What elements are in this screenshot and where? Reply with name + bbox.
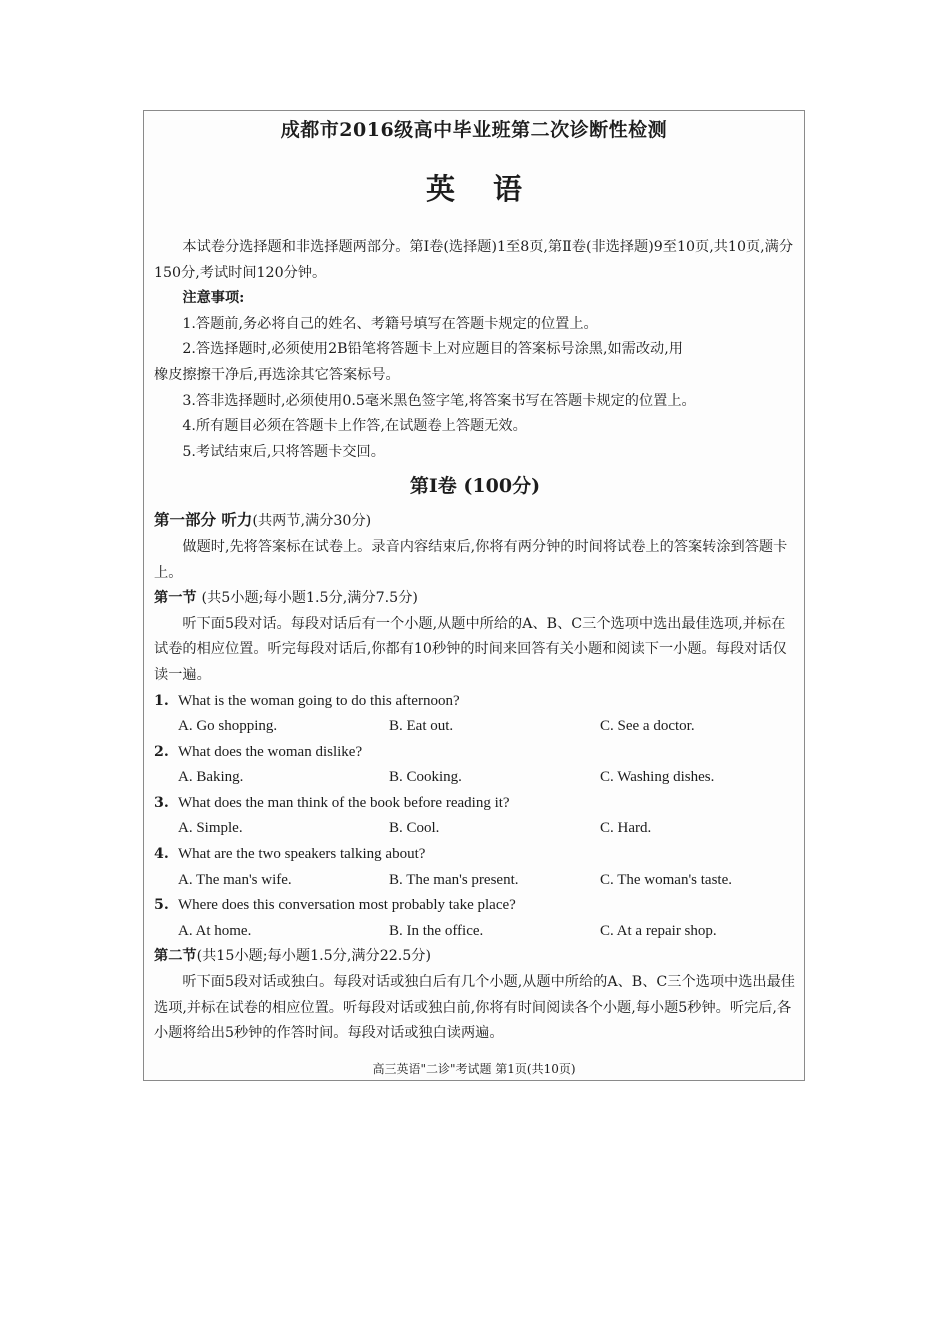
question-list [154, 689, 796, 945]
question-number: 5. [154, 897, 169, 914]
note-item-continued: 橡皮擦擦干净后,再选涂其它答案标号。 [154, 366, 400, 383]
option-a: A. The man's wife. [178, 871, 292, 888]
subject-title: 英语 [425, 172, 560, 206]
option-a: A. Baking. [178, 769, 244, 786]
note-item: 2.答选择题时,必须使用2B铅笔将答题卡上对应题目的答案标号涂黑,如需改动,用 [182, 341, 683, 358]
question-text: What does the woman dislike? [178, 743, 363, 760]
option-b: B. The man's present. [389, 871, 519, 888]
question-stem [154, 842, 796, 868]
option-c: C. The woman's taste. [600, 871, 732, 888]
question-text: Where does this conversation most probably take place? [178, 897, 516, 914]
question-options [154, 868, 796, 894]
section2-subtitle: (共15小题;每小题1.5分,满分22.5分) [196, 948, 432, 965]
section1-subtitle: (共5小题;每小题1.5分,满分7.5分) [201, 590, 418, 607]
question-number: 4. [154, 846, 169, 863]
intro-paragraph: 本试卷分选择题和非选择题两部分。第Ⅰ卷(选择题)1至8页,第Ⅱ卷(非选择题)9至10页,共10页,满分150分,考试时间120分钟。 [154, 239, 794, 281]
section2-title: 第二节 [154, 948, 197, 965]
volume-heading: 第Ⅰ卷 (100分) [409, 475, 541, 498]
section2-instruction: 听下面5段对话或独白。每段对话或独白后有几个小题,从题中所给的A、B、C三个选项中选出最佳选项,并标在试卷的相应位置。听每段对话或独白前,你将有时间阅读各个小题,每小题5秒钟。听完后,各小题将给出5秒钟的作答时间。每段对话或独白读两遍。 [154, 974, 795, 1042]
exam-title: 成都市2016级高中毕业班第二次诊断性检测 [280, 119, 668, 141]
question-text: What are the two speakers talking about? [178, 846, 426, 863]
question-options [154, 714, 796, 740]
question-options [154, 816, 796, 842]
part1-heading [154, 507, 796, 535]
question-stem [154, 689, 796, 715]
note-item: 5.考试结束后,只将答题卡交回。 [182, 443, 385, 460]
option-c: C. Hard. [600, 820, 652, 837]
page-footer: 高三英语"二诊"考试题 第1页(共10页) [372, 1062, 576, 1076]
part1-title: 第一部分 听力 [154, 510, 253, 530]
option-b: B. Cool. [389, 820, 440, 837]
note-item: 1.答题前,务必将自己的姓名、考籍号填写在答题卡规定的位置上。 [182, 315, 598, 332]
exam-page [143, 110, 805, 1081]
question-number: 3. [154, 794, 169, 811]
question-number: 2. [154, 743, 169, 760]
question-number: 1. [154, 692, 169, 709]
option-b: B. Cooking. [389, 769, 462, 786]
exam-body [154, 235, 796, 1047]
option-c: C. At a repair shop. [600, 922, 717, 939]
question-options [154, 919, 796, 945]
option-b: B. Eat out. [389, 718, 454, 735]
notes-heading: 注意事项: [182, 290, 245, 307]
option-c: C. See a doctor. [600, 718, 695, 735]
option-c: C. Washing dishes. [600, 769, 715, 786]
question-text: What is the woman going to do this afternoon? [178, 692, 460, 709]
question-options [154, 765, 796, 791]
section2-heading [154, 944, 796, 970]
section1-title: 第一节 [154, 590, 197, 607]
option-b: B. In the office. [389, 922, 484, 939]
question-stem [154, 791, 796, 817]
section1-instruction: 听下面5段对话。每段对话后有一个小题,从题中所给的A、B、C三个选项中选出最佳选项,并标在试卷的相应位置。听完每段对话后,你都有10秒钟的时间来回答有关小题和阅读下一小题。每段对话仅读一遍。 [154, 615, 787, 683]
section1-heading [154, 586, 796, 612]
option-a: A. Go shopping. [178, 718, 278, 735]
note-item: 4.所有题目必须在答题卡上作答,在试题卷上答题无效。 [182, 418, 527, 435]
option-a: A. At home. [178, 922, 252, 939]
option-a: A. Simple. [178, 820, 243, 837]
part1-subtitle: (共两节,满分30分) [252, 513, 372, 530]
question-stem [154, 893, 796, 919]
part1-instruction: 做题时,先将答案标在试卷上。录音内容结束后,你将有两分钟的时间将试卷上的答案转涂到答题卡上。 [154, 538, 788, 581]
question-stem [154, 740, 796, 766]
question-text: What does the man think of the book before reading it? [178, 794, 510, 811]
note-item: 3.答非选择题时,必须使用0.5毫米黑色签字笔,将答案书写在答题卡规定的位置上。 [182, 392, 696, 409]
